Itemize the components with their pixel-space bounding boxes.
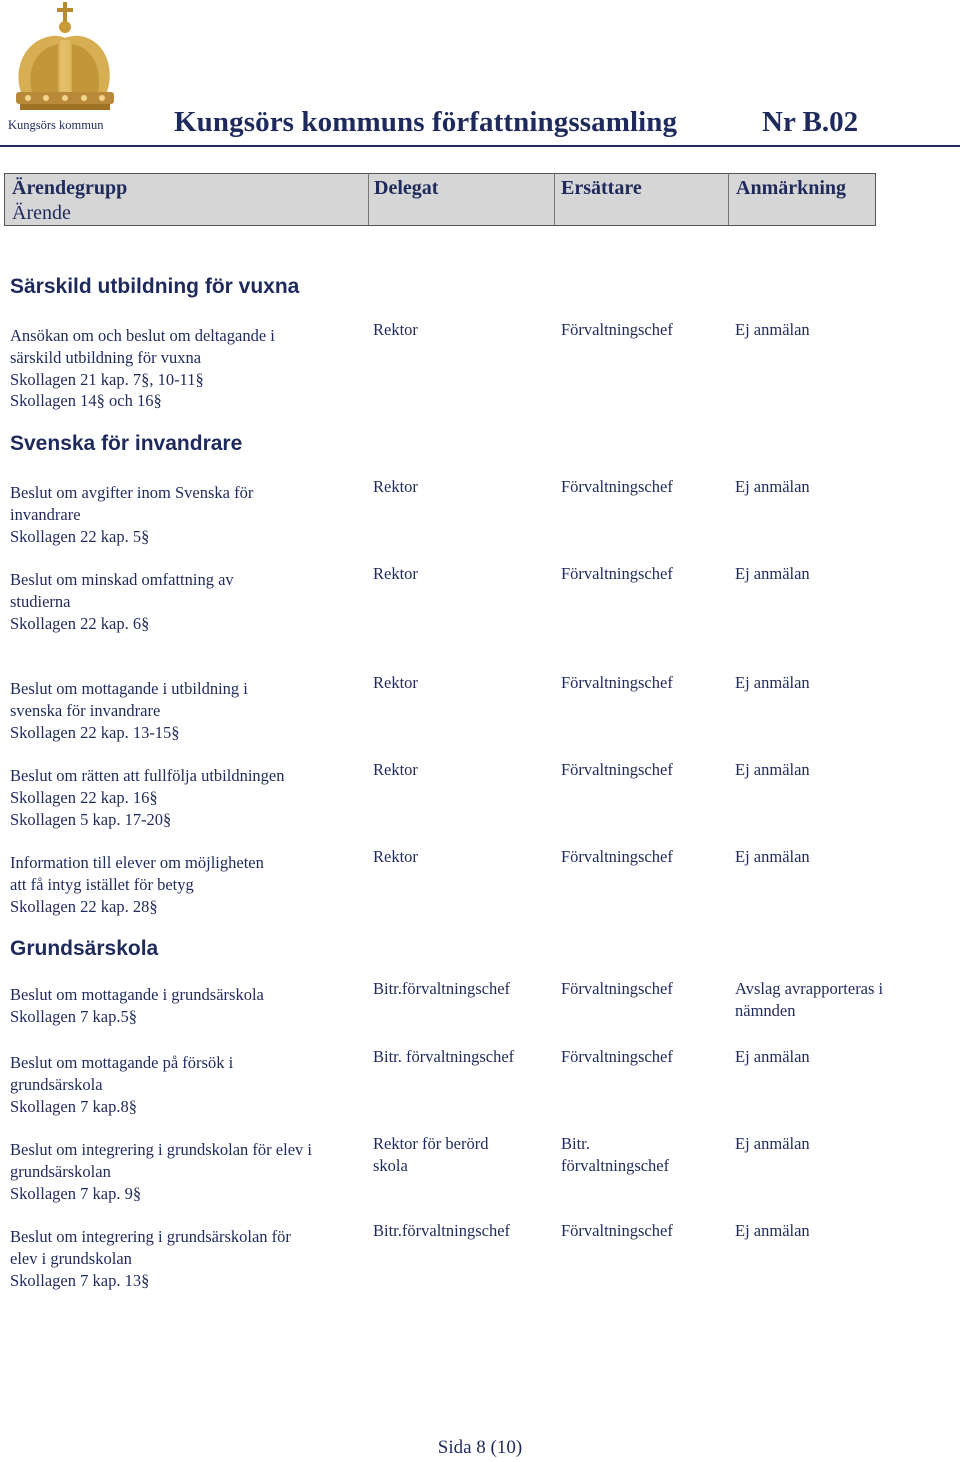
cell-delegat-line: Rektor — [373, 320, 418, 339]
cell-delegat — [373, 846, 553, 868]
cell-anmarkning-line: Ej anmälan — [735, 1134, 810, 1153]
column-header-anmarkning: Anmärkning — [736, 177, 847, 199]
cell-arende-line: Skollagen 14§ och 16§ — [10, 391, 162, 411]
cell-arende-line: Beslut om mottagande på försök i — [10, 1053, 234, 1072]
cell-arende — [10, 852, 365, 917]
cell-arende-line: Beslut om integrering i grundsärskolan för — [10, 1227, 291, 1246]
column-header-arende: Ärende — [12, 202, 71, 224]
cell-delegat — [373, 563, 553, 585]
document-title: Kungsörs kommuns författningssamling — [174, 106, 678, 138]
cell-anmarkning — [735, 1133, 935, 1155]
section-heading-svenska-for-invandrare: Svenska för invandrare — [10, 432, 243, 455]
cell-arende-line: Beslut om avgifter inom Svenska för — [10, 483, 254, 502]
cell-anmarkning — [735, 563, 935, 585]
cell-arende — [10, 482, 365, 547]
cell-arende-line: grundsärskolan — [10, 1161, 111, 1181]
column-header-delegat: Delegat — [374, 177, 439, 199]
cell-delegat-line: skola — [373, 1155, 408, 1175]
cell-arende-line: grundsärskola — [10, 1074, 103, 1094]
cell-arende-line: studierna — [10, 591, 71, 611]
page-number: Sida 8 (10) — [437, 1437, 523, 1458]
cell-arende-line: svenska för invandrare — [10, 700, 161, 720]
cell-ersattare-line: Förvaltningschef — [561, 477, 673, 496]
column-divider — [728, 174, 729, 225]
cell-anmarkning-line: Ej anmälan — [735, 673, 810, 692]
section-heading-sarskild-utbildning: Särskild utbildning för vuxna — [10, 275, 300, 298]
cell-delegat-line: Rektor — [373, 847, 418, 866]
cell-arende-line: Beslut om mottagande i utbildning i — [10, 679, 248, 698]
cell-delegat-line: Rektor — [373, 477, 418, 496]
document-number: Nr B.02 — [762, 106, 859, 138]
cell-arende-line: Beslut om mottagande i grundsärskola — [10, 985, 264, 1004]
cell-arende-line: Information till elever om möjligheten — [10, 853, 264, 872]
cell-ersattare-line: Förvaltningschef — [561, 1047, 673, 1066]
cell-arende-line: Beslut om integrering i grundskolan för elev i — [10, 1140, 312, 1159]
cell-delegat-line: Bitr. förvaltningschef — [373, 1047, 515, 1066]
cell-arende — [10, 1052, 365, 1117]
cell-arende-line: Skollagen 5 kap. 17-20§ — [10, 809, 172, 829]
cell-ersattare — [561, 476, 731, 498]
cell-anmarkning-line: Ej anmälan — [735, 320, 810, 339]
cell-ersattare-line: Förvaltningschef — [561, 847, 673, 866]
cell-arende — [10, 678, 365, 743]
cell-anmarkning-line: Ej anmälan — [735, 564, 810, 583]
cell-ersattare — [561, 759, 731, 781]
cell-delegat-line: Rektor för berörd — [373, 1134, 489, 1153]
cell-anmarkning-line: Ej anmälan — [735, 1047, 810, 1066]
cell-delegat-line: Rektor — [373, 673, 418, 692]
cell-arende-line: Beslut om minskad omfattning av — [10, 570, 234, 589]
cell-arende — [10, 984, 365, 1028]
cell-arende-line: Skollagen 7 kap. 13§ — [10, 1270, 150, 1290]
cell-arende-line: Skollagen 22 kap. 13-15§ — [10, 722, 180, 742]
cell-ersattare — [561, 1046, 731, 1068]
cell-delegat — [373, 978, 553, 1000]
cell-anmarkning — [735, 1046, 935, 1068]
cell-ersattare-line: förvaltningschef — [561, 1155, 670, 1175]
kungsor-logo — [2, 0, 120, 140]
cell-delegat-line: Bitr.förvaltningschef — [373, 1221, 511, 1240]
cell-arende-line: särskild utbildning för vuxna — [10, 347, 202, 367]
cell-arende — [10, 325, 365, 412]
cell-arende-line: Skollagen 22 kap. 28§ — [10, 896, 158, 916]
cell-anmarkning — [735, 1220, 935, 1242]
cell-anmarkning — [735, 759, 935, 781]
cell-anmarkning-line: Ej anmälan — [735, 477, 810, 496]
cell-arende-line: Skollagen 7 kap.8§ — [10, 1096, 137, 1116]
cell-ersattare-line: Förvaltningschef — [561, 760, 673, 779]
cell-arende — [10, 569, 365, 634]
cell-arende — [10, 1139, 365, 1204]
cell-arende-line: Beslut om rätten att fullfölja utbildningen — [10, 766, 285, 785]
cell-ersattare — [561, 1133, 731, 1177]
cell-arende-line: Ansökan om och beslut om deltagande i — [10, 326, 275, 345]
cell-anmarkning-line: Ej anmälan — [735, 847, 810, 866]
cell-ersattare — [561, 978, 731, 1000]
header-divider — [0, 145, 960, 147]
cell-anmarkning — [735, 978, 935, 1022]
cell-arende-line: Skollagen 7 kap. 9§ — [10, 1183, 142, 1203]
cell-delegat-line: Bitr.förvaltningschef — [373, 979, 511, 998]
cell-anmarkning — [735, 672, 935, 694]
cell-ersattare-line: Bitr. — [561, 1134, 590, 1153]
cell-arende-line: invandrare — [10, 504, 81, 524]
cell-ersattare — [561, 672, 731, 694]
cell-arende-line: att få intyg istället för betyg — [10, 874, 194, 894]
logo-caption: Kungsörs kommun — [8, 118, 104, 132]
cell-delegat — [373, 1220, 553, 1242]
column-divider — [368, 174, 369, 225]
column-header-arendegrupp: Ärendegrupp — [12, 177, 128, 199]
cell-arende-line: elev i grundskolan — [10, 1248, 132, 1268]
cell-arende-line: Skollagen 22 kap. 6§ — [10, 613, 150, 633]
cell-arende-line: Skollagen 22 kap. 16§ — [10, 787, 158, 807]
cell-arende-line: Skollagen 21 kap. 7§, 10-11§ — [10, 369, 204, 389]
cell-delegat — [373, 1133, 553, 1177]
cell-anmarkning-line: Avslag avrapporteras i — [735, 979, 884, 998]
cell-delegat — [373, 672, 553, 694]
cell-delegat-line: Rektor — [373, 760, 418, 779]
cell-anmarkning-line: Ej anmälan — [735, 760, 810, 779]
section-heading-grundsarskola: Grundsärskola — [10, 937, 159, 960]
cell-ersattare — [561, 846, 731, 868]
cell-arende — [10, 765, 365, 830]
cell-ersattare-line: Förvaltningschef — [561, 979, 673, 998]
cell-delegat-line: Rektor — [373, 564, 418, 583]
cell-arende-line: Skollagen 22 kap. 5§ — [10, 526, 150, 546]
cell-anmarkning — [735, 846, 935, 868]
cell-anmarkning-line: nämnden — [735, 1000, 796, 1020]
column-header-ersattare: Ersättare — [561, 177, 642, 199]
cell-delegat — [373, 476, 553, 498]
cell-anmarkning-line: Ej anmälan — [735, 1221, 810, 1240]
cell-arende-line: Skollagen 7 kap.5§ — [10, 1006, 137, 1026]
cell-anmarkning — [735, 476, 935, 498]
column-header-table — [4, 173, 876, 226]
cell-delegat — [373, 319, 553, 341]
cell-ersattare-line: Förvaltningschef — [561, 673, 673, 692]
cell-ersattare-line: Förvaltningschef — [561, 1221, 673, 1240]
column-divider — [554, 174, 555, 225]
cell-ersattare-line: Förvaltningschef — [561, 564, 673, 583]
cell-delegat — [373, 1046, 553, 1068]
cell-ersattare — [561, 563, 731, 585]
cell-ersattare-line: Förvaltningschef — [561, 320, 673, 339]
cell-arende — [10, 1226, 365, 1291]
cell-anmarkning — [735, 319, 935, 341]
cell-ersattare — [561, 1220, 731, 1242]
cell-delegat — [373, 759, 553, 781]
cell-ersattare — [561, 319, 731, 341]
